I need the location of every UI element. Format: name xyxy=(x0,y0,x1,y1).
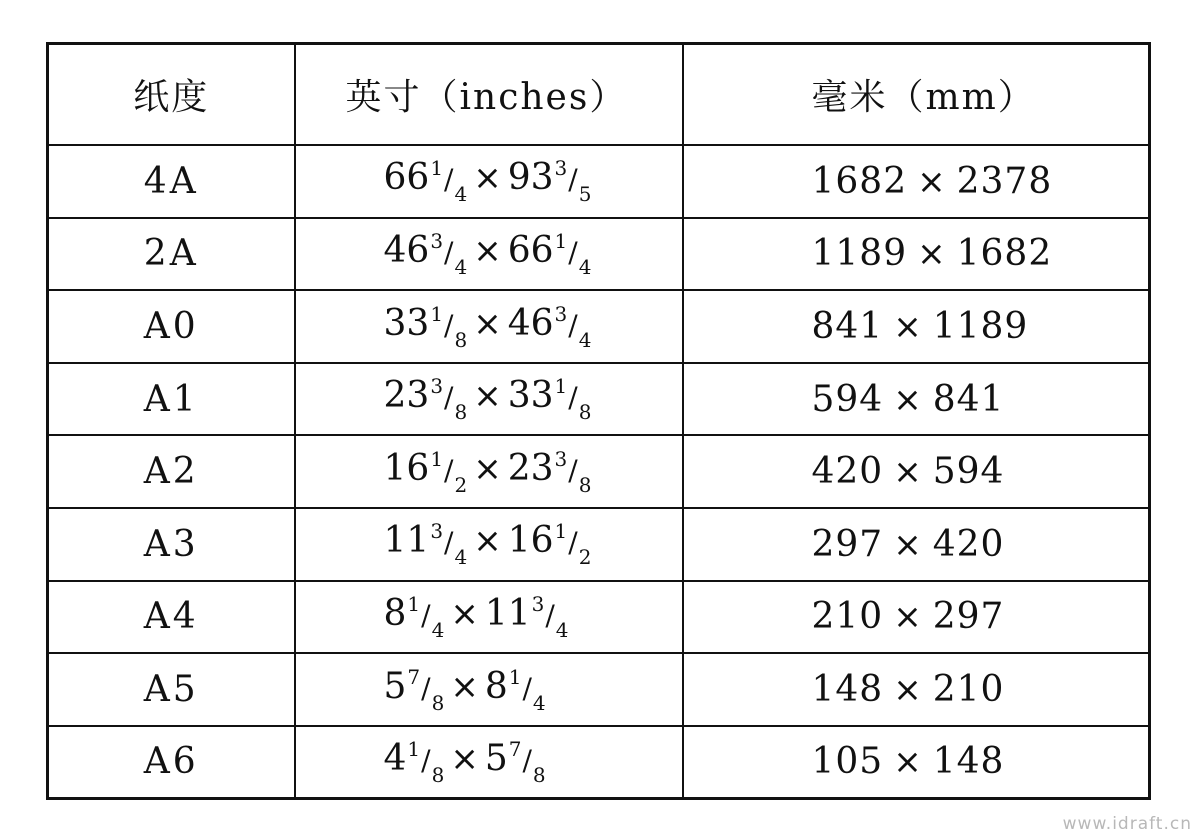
inch-fraction xyxy=(485,665,546,715)
fraction-slash: / xyxy=(522,671,532,705)
fraction-numerator: 3 xyxy=(554,301,568,326)
inch-fraction xyxy=(384,156,468,206)
fraction-denominator: 4 xyxy=(431,617,445,642)
fraction-numerator: 7 xyxy=(407,664,421,689)
fraction-slash: / xyxy=(444,308,454,342)
fraction-slash: / xyxy=(545,598,555,632)
cell-paper-size: A6 xyxy=(48,726,295,799)
inch-fraction xyxy=(508,156,592,206)
fraction-numerator: 3 xyxy=(554,446,568,471)
fraction-whole: 66 xyxy=(383,157,430,199)
fraction-numerator: 1 xyxy=(554,519,568,544)
fraction-numerator: 1 xyxy=(508,664,522,689)
cell-inches xyxy=(295,218,683,291)
times-sign: × xyxy=(917,234,947,275)
times-sign: × xyxy=(893,524,923,565)
fraction-whole: 16 xyxy=(383,447,430,489)
times-sign: × xyxy=(473,158,502,199)
fraction-denominator: 8 xyxy=(578,472,592,497)
fraction-denominator: 4 xyxy=(454,254,468,279)
times-sign: × xyxy=(473,230,502,271)
times-sign: × xyxy=(473,303,502,344)
table-header-row xyxy=(48,44,1150,146)
cell-inches xyxy=(295,581,683,654)
cell-inches xyxy=(295,653,683,726)
table-body xyxy=(48,145,1150,799)
times-sign: × xyxy=(473,448,502,489)
cell-inches xyxy=(295,508,683,581)
fraction-denominator: 2 xyxy=(454,472,468,497)
fraction-whole: 5 xyxy=(383,665,407,707)
fraction-numerator: 1 xyxy=(430,301,444,326)
fraction-slash: / xyxy=(568,381,578,415)
fraction-numerator: 3 xyxy=(430,374,444,399)
fraction-denominator: 4 xyxy=(578,254,592,279)
cell-millimeters xyxy=(683,726,1150,799)
fraction-denominator: 4 xyxy=(578,327,592,352)
fraction-denominator: 4 xyxy=(454,182,468,207)
cell-paper-size: A4 xyxy=(48,581,295,654)
mm-height: 1189 xyxy=(932,306,1029,348)
inch-fraction xyxy=(384,447,468,497)
mm-height: 1682 xyxy=(956,233,1053,275)
inch-fraction xyxy=(384,592,445,642)
fraction-denominator: 8 xyxy=(454,400,468,425)
cell-inches xyxy=(295,290,683,363)
fraction-slash: / xyxy=(444,526,454,560)
fraction-slash: / xyxy=(421,743,431,777)
mm-width: 148 xyxy=(811,669,884,711)
inch-fraction xyxy=(384,519,468,569)
cell-paper-size: A1 xyxy=(48,363,295,436)
times-sign: × xyxy=(450,666,479,707)
table-row xyxy=(48,290,1150,363)
fraction-denominator: 4 xyxy=(555,617,569,642)
mm-height: 841 xyxy=(932,378,1005,420)
fraction-whole: 46 xyxy=(507,302,554,344)
cell-paper-size: A5 xyxy=(48,653,295,726)
fraction-slash: / xyxy=(421,598,431,632)
fraction-numerator: 7 xyxy=(508,736,522,761)
inch-fraction xyxy=(384,737,445,787)
fraction-slash: / xyxy=(444,381,454,415)
fraction-slash: / xyxy=(568,235,578,269)
mm-height: 210 xyxy=(932,669,1005,711)
fraction-whole: 93 xyxy=(507,157,554,199)
fraction-whole: 46 xyxy=(383,229,430,271)
fraction-slash: / xyxy=(444,163,454,197)
fraction-slash: / xyxy=(522,743,532,777)
mm-height: 2378 xyxy=(956,160,1053,202)
table-row xyxy=(48,435,1150,508)
cell-millimeters xyxy=(683,508,1150,581)
header-inches: 英寸（inches） xyxy=(295,44,683,146)
mm-width: 297 xyxy=(811,523,884,565)
fraction-numerator: 1 xyxy=(407,591,421,616)
times-sign: × xyxy=(893,597,923,638)
mm-height: 594 xyxy=(932,451,1005,493)
inch-fraction xyxy=(508,229,592,279)
fraction-denominator: 2 xyxy=(578,545,592,570)
fraction-whole: 33 xyxy=(507,375,554,417)
fraction-slash: / xyxy=(568,453,578,487)
fraction-denominator: 4 xyxy=(454,545,468,570)
inch-fraction xyxy=(384,229,468,279)
times-sign: × xyxy=(450,738,479,779)
fraction-numerator: 3 xyxy=(430,519,444,544)
fraction-numerator: 3 xyxy=(554,156,568,181)
fraction-slash: / xyxy=(421,671,431,705)
fraction-denominator: 8 xyxy=(431,762,445,787)
fraction-whole: 16 xyxy=(507,520,554,562)
fraction-denominator: 5 xyxy=(578,182,592,207)
times-sign: × xyxy=(917,161,947,202)
fraction-slash: / xyxy=(568,163,578,197)
mm-height: 148 xyxy=(932,741,1005,783)
cell-millimeters xyxy=(683,581,1150,654)
paper-size-table xyxy=(46,42,1151,800)
inch-fraction xyxy=(384,302,468,352)
table-row xyxy=(48,726,1150,799)
mm-width: 420 xyxy=(811,451,884,493)
times-sign: × xyxy=(450,593,479,634)
fraction-numerator: 1 xyxy=(430,446,444,471)
inch-fraction xyxy=(384,665,445,715)
times-sign: × xyxy=(893,307,923,348)
cell-paper-size: A3 xyxy=(48,508,295,581)
fraction-numerator: 1 xyxy=(554,374,568,399)
inch-fraction xyxy=(485,592,569,642)
mm-width: 594 xyxy=(811,378,884,420)
cell-paper-size: A0 xyxy=(48,290,295,363)
header-paper-size: 纸度 xyxy=(48,44,295,146)
cell-millimeters xyxy=(683,435,1150,508)
cell-millimeters xyxy=(683,653,1150,726)
cell-millimeters xyxy=(683,218,1150,291)
cell-paper-size: 2A xyxy=(48,218,295,291)
fraction-denominator: 8 xyxy=(431,690,445,715)
mm-width: 210 xyxy=(811,596,884,638)
fraction-whole: 4 xyxy=(383,737,407,779)
cell-paper-size: 4A xyxy=(48,145,295,218)
fraction-whole: 11 xyxy=(383,520,430,562)
mm-height: 297 xyxy=(932,596,1005,638)
fraction-numerator: 1 xyxy=(554,228,568,253)
cell-millimeters xyxy=(683,290,1150,363)
inch-fraction xyxy=(508,519,592,569)
fraction-whole: 33 xyxy=(383,302,430,344)
mm-width: 1682 xyxy=(811,160,908,202)
fraction-numerator: 3 xyxy=(430,228,444,253)
fraction-slash: / xyxy=(568,526,578,560)
mm-width: 105 xyxy=(811,741,884,783)
mm-height: 420 xyxy=(932,523,1005,565)
fraction-numerator: 1 xyxy=(407,736,421,761)
table-row xyxy=(48,218,1150,291)
inch-fraction xyxy=(508,302,592,352)
times-sign: × xyxy=(893,742,923,783)
fraction-whole: 5 xyxy=(484,737,508,779)
inch-fraction xyxy=(508,447,592,497)
fraction-whole: 23 xyxy=(383,375,430,417)
cell-inches xyxy=(295,145,683,218)
fraction-numerator: 1 xyxy=(430,156,444,181)
mm-width: 841 xyxy=(811,306,884,348)
inch-fraction xyxy=(485,737,546,787)
times-sign: × xyxy=(473,376,502,417)
times-sign: × xyxy=(473,521,502,562)
fraction-denominator: 8 xyxy=(578,400,592,425)
header-millimeters: 毫米（mm） xyxy=(683,44,1150,146)
fraction-whole: 11 xyxy=(484,592,531,634)
cell-inches xyxy=(295,435,683,508)
fraction-whole: 23 xyxy=(507,447,554,489)
table-row xyxy=(48,363,1150,436)
fraction-whole: 66 xyxy=(507,229,554,271)
cell-millimeters xyxy=(683,145,1150,218)
fraction-slash: / xyxy=(568,308,578,342)
times-sign: × xyxy=(893,670,923,711)
mm-width: 1189 xyxy=(811,233,908,275)
fraction-whole: 8 xyxy=(484,665,508,707)
cell-inches xyxy=(295,363,683,436)
inch-fraction xyxy=(508,374,592,424)
cell-paper-size: A2 xyxy=(48,435,295,508)
fraction-slash: / xyxy=(444,453,454,487)
inch-fraction xyxy=(384,374,468,424)
fraction-numerator: 3 xyxy=(531,591,545,616)
table-row xyxy=(48,653,1150,726)
fraction-whole: 8 xyxy=(383,592,407,634)
fraction-slash: / xyxy=(444,235,454,269)
table-row xyxy=(48,581,1150,654)
fraction-denominator: 8 xyxy=(454,327,468,352)
times-sign: × xyxy=(893,452,923,493)
table-row xyxy=(48,508,1150,581)
table-row xyxy=(48,145,1150,218)
times-sign: × xyxy=(893,379,923,420)
fraction-denominator: 8 xyxy=(532,762,546,787)
fraction-denominator: 4 xyxy=(532,690,546,715)
cell-millimeters xyxy=(683,363,1150,436)
watermark: www.idraft.cn xyxy=(1062,814,1192,834)
cell-inches xyxy=(295,726,683,799)
